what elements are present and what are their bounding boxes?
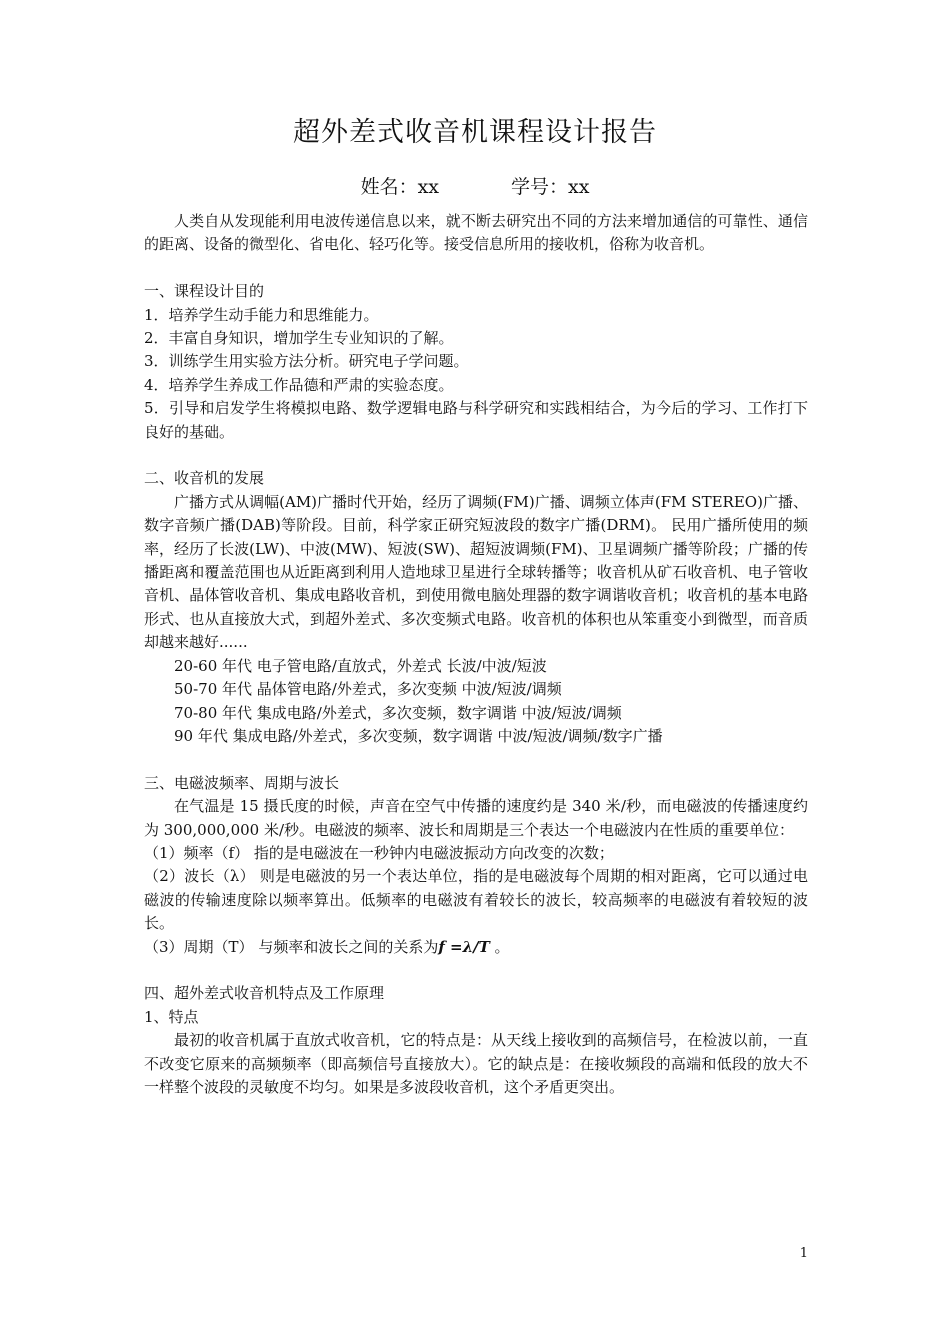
author-line — [0, 172, 950, 199]
section-heading: 三、电磁波频率、周期与波长 — [144, 773, 340, 792]
definition-end: 。 — [489, 937, 510, 956]
document-title: 超外差式收音机课程设计报告 — [293, 117, 657, 148]
spacer — [144, 444, 808, 467]
era-line: 70-80 年代 集成电路/外差式，多次变频，数字调谐 中波/短波/调频 — [174, 703, 622, 722]
era-line: 50-70 年代 晶体管电路/外差式，多次变频 中波/短波/调频 — [174, 680, 562, 699]
definition-text: （3）周期（T） 与频率和波长之间的关系为 — [144, 937, 439, 956]
definition-item: （1）频率（f） 指的是电磁波在一秒钟内电磁波振动方向改变的次数； — [144, 843, 614, 862]
definition-item — [144, 936, 808, 959]
sub-heading: 1、特点 — [144, 1007, 199, 1026]
list-item: 3．训练学生用实验方法分析。研究电子学问题。 — [144, 352, 469, 371]
list-item: 4．培养学生养成工作品德和严肃的实验态度。 — [144, 375, 454, 394]
formula: f =λ/T — [438, 937, 490, 956]
definition-item: （2）波长（λ） 则是电磁波的另一个表达单位，指的是电磁波每个周期的相对距离，它可以通过电磁波的传输速度除以频率算出。低频率的电磁波有着较长的波长，较高频率的电磁波有着较短的波长。 — [144, 867, 808, 933]
section-heading: 一、课程设计目的 — [144, 282, 265, 301]
section-heading: 四、超外差式收音机特点及工作原理 — [144, 984, 385, 1003]
list-item: 1．培养学生动手能力和思维能力。 — [144, 305, 379, 324]
body-paragraph: 最初的收音机属于直放式收音机，它的特点是：从天线上接收到的高频信号，在检波以前，一直不改变它原来的高频频率（即高频信号直接放大）。它的缺点是：在接收频段的高端和低段的放大不一样整个波段的灵敏度不均匀。如果是多波段收音机，这个矛盾更突出。 — [144, 1031, 808, 1096]
document-body — [144, 210, 808, 1099]
intro-paragraph: 人类自从发现能利用电波传递信息以来，就不断去研究出不同的方法来增加通信的可靠性、通信的距离、设备的微型化、省电化、轻巧化等。接受信息所用的接收机，俗称为收音机。 — [144, 212, 808, 254]
body-paragraph: 广播方式从调幅(AM)广播时代开始，经历了调频(FM)广播、调频立体声(FM STEREO)广播、数字音频广播(DAB)等阶段。目前，科学家正研究短波段的数字广播(DRM)。 民用广播所使用的频率，经历了长波(LW)、中波(MW)、短波(SW)、超短波调频(FM)、卫星调频广播等阶段；广播的传播距离和覆盖范围也从近距离到利用人造地球卫星进行全球转播等；收音机从矿石收音机、电子管收音机、晶体管收音机、集成电路收音机，到使用微电脑处理器的数字调谐收音机；收音机的基本电路形式、也从直接放大式，到超外差式、多次变频式电路。收音机的体积也从笨重变小到微型，而音质却越来越好...... — [144, 492, 808, 652]
body-paragraph: 在气温是 15 摄氏度的时候，声音在空气中传播的速度约是 340 米/秒，而电磁波的传播速度约为 300,000,000 米/秒。电磁波的频率、波长和周期是三个表达一个电磁波内在性质的重要单位： — [144, 797, 808, 839]
list-item: 5．引导和启发学生将模拟电路、数学逻辑电路与科学研究和实践相结合，为今后的学习、工作打下良好的基础。 — [144, 399, 808, 441]
spacer — [144, 959, 808, 982]
era-line: 20-60 年代 电子管电路/直放式，外差式 长波/中波/短波 — [174, 656, 547, 675]
list-item: 2．丰富自身知识，增加学生专业知识的了解。 — [144, 329, 454, 348]
student-name: 姓名：xx — [360, 176, 439, 198]
student-id: 学号：xx — [511, 176, 590, 198]
spacer — [144, 257, 808, 280]
spacer — [144, 748, 808, 771]
section-heading: 二、收音机的发展 — [144, 469, 265, 488]
era-line: 90 年代 集成电路/外差式，多次变频，数字调谐 中波/短波/调频/数字广播 — [174, 726, 663, 745]
page-number: 1 — [799, 1246, 808, 1261]
